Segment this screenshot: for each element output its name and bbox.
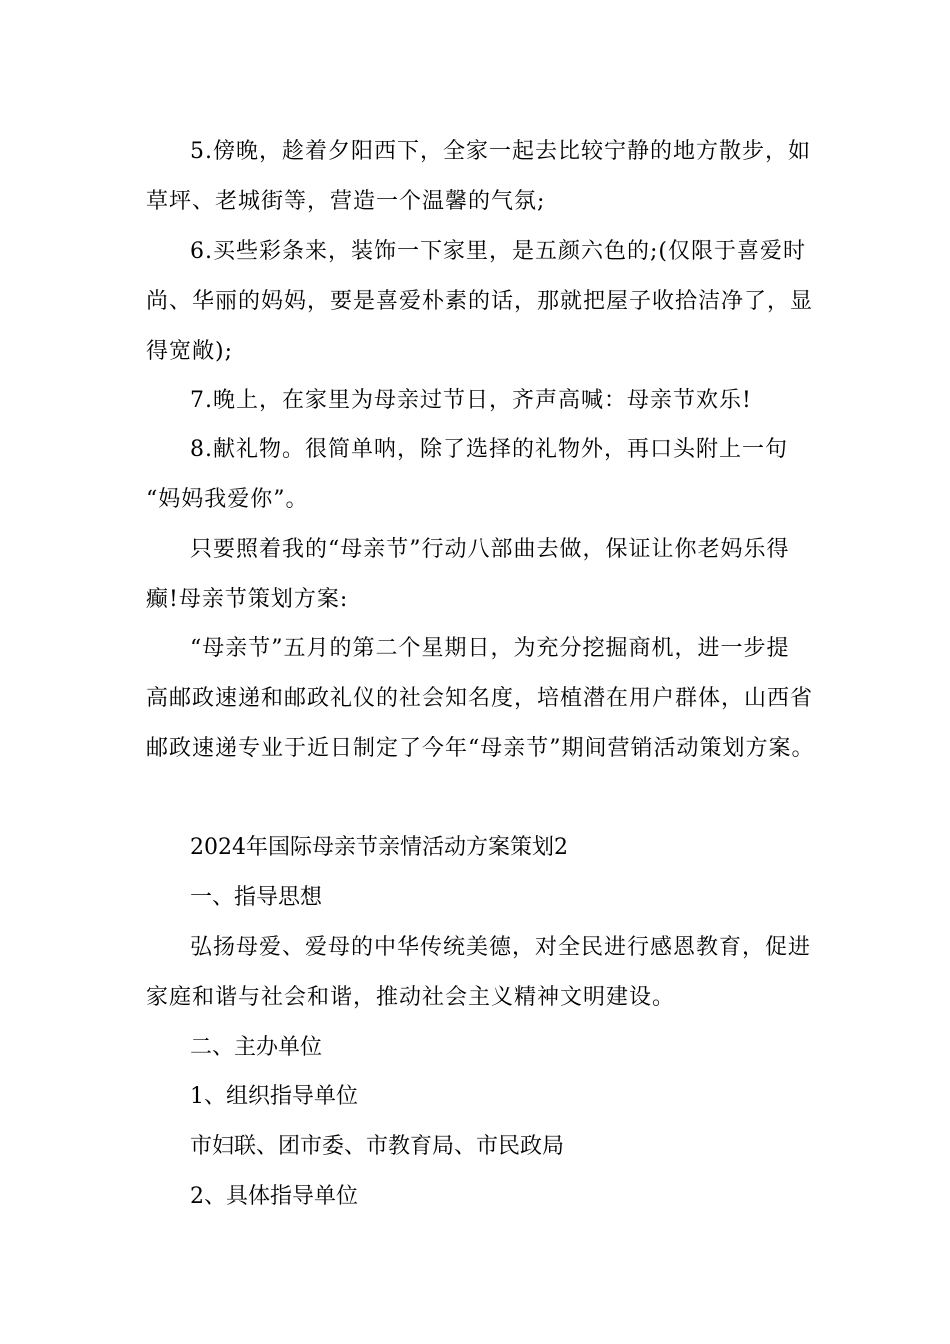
paragraph-2-line-1: 6.买些彩条来，装饰一下家里，是五颜六色的;(仅限于喜爱时	[190, 239, 806, 264]
paragraph-6-line-3: 邮政速递专业于近日制定了今年“母亲节”期间营销活动策划方案。	[146, 736, 815, 761]
paragraph-7-line-1: 弘扬母爱、爱母的中华传统美德，对全民进行感恩教育，促进	[190, 935, 812, 960]
paragraph-2-line-2: 尚、华丽的妈妈，要是喜爱朴素的话，那就把屋子收拾洁净了，显	[146, 289, 814, 314]
paragraph-4-line-1: 8.献礼物。很简单呐，除了选择的礼物外，再口头附上一句	[190, 437, 788, 462]
paragraph-7-line-2: 家庭和谐与社会和谐，推动社会主义精神文明建设。	[146, 985, 676, 1010]
paragraph-1-line-1: 5.傍晚，趁着夕阳西下，全家一起去比较宁静的地方散步，如	[190, 139, 811, 164]
paragraph-6-line-2: 高邮政速递和邮政礼仪的社会知名度，培植潜在用户群体，山西省	[146, 686, 814, 711]
paragraph-2-line-3: 得宽敞);	[146, 339, 233, 364]
paragraph-5-line-2: 癫!母亲节策划方案:	[146, 587, 349, 612]
paragraph-organizing-units-list: 市妇联、团市委、市教育局、市民政局	[190, 1134, 565, 1159]
paragraph-4-line-2: “妈妈我爱你”。	[146, 487, 309, 512]
subheading-organizing-units: 1、组织指导单位	[190, 1084, 358, 1109]
paragraph-3-line-1: 7.晚上，在家里为母亲过节日，齐声高喊：母亲节欢乐!	[190, 388, 752, 413]
paragraph-6-line-1: “母亲节”五月的第二个星期日，为充分挖掘商机，进一步提	[190, 636, 790, 661]
section-title: 2024年国际母亲节亲情活动方案策划2	[190, 835, 568, 860]
paragraph-5-line-1: 只要照着我的“母亲节”行动八部曲去做，保证让你老妈乐得	[190, 537, 790, 562]
paragraph-1-line-2: 草坪、老城街等，营造一个温馨的气氛;	[146, 189, 546, 214]
heading-guiding-thought: 一、指导思想	[190, 885, 323, 910]
heading-organizers: 二、主办单位	[190, 1035, 323, 1060]
subheading-specific-units: 2、具体指导单位	[190, 1184, 358, 1209]
